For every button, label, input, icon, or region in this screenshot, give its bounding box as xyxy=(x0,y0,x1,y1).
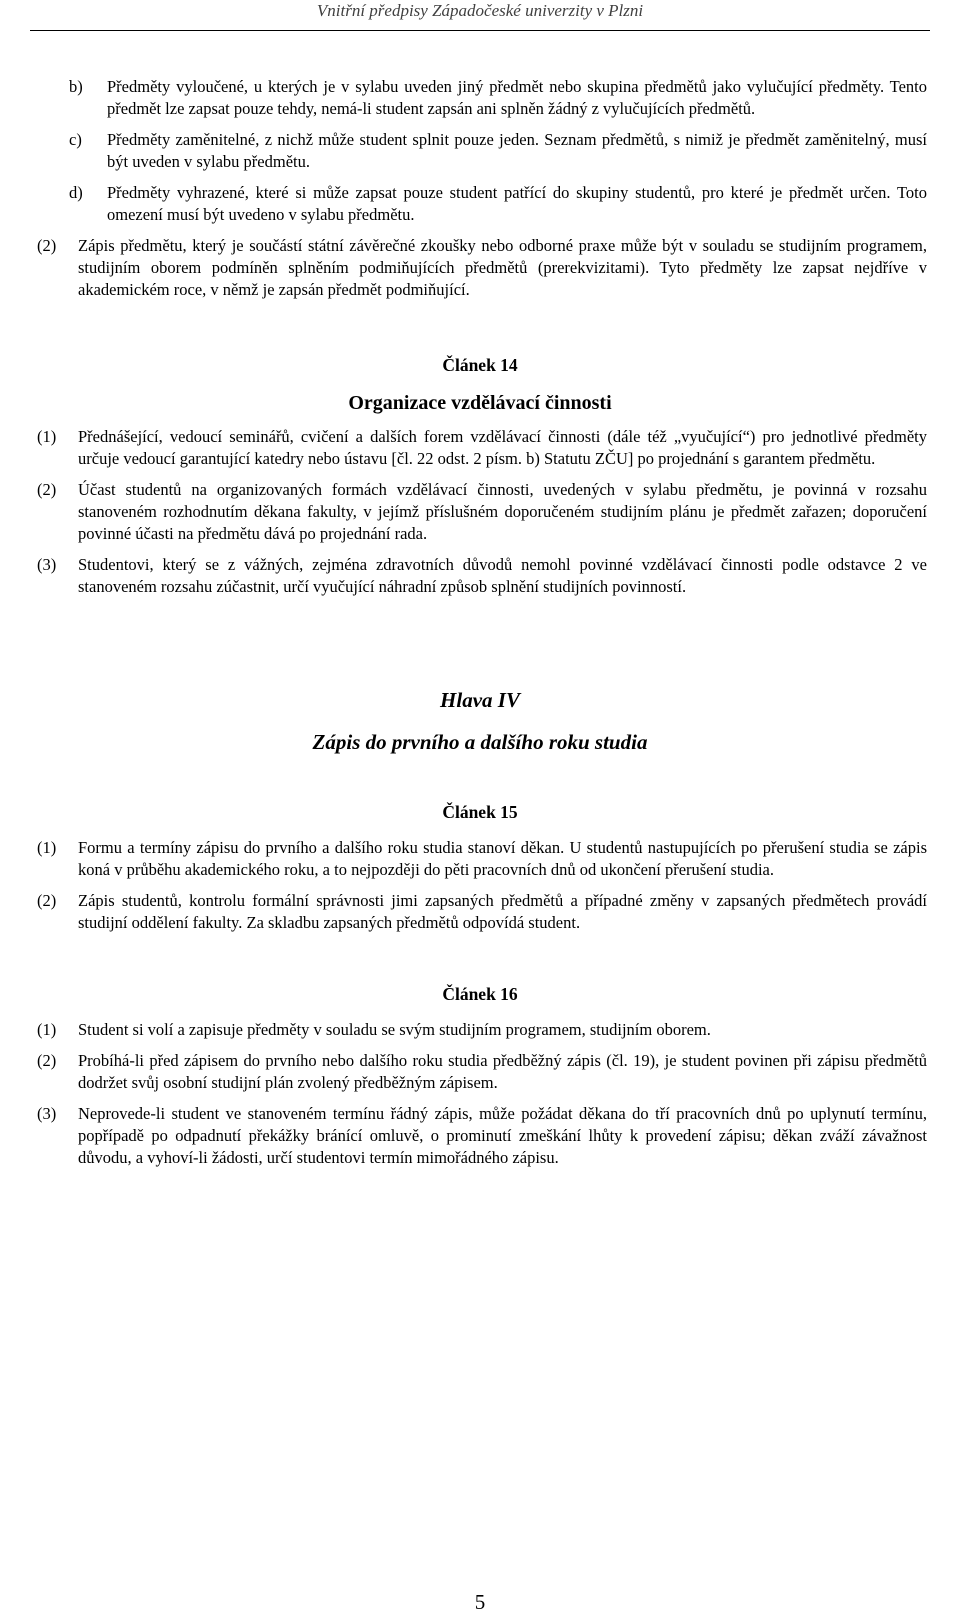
header-rule xyxy=(30,30,930,31)
article13-paragraph-2 xyxy=(0,235,960,301)
article14-paragraph-2 xyxy=(0,479,960,545)
list-item-c xyxy=(0,129,960,173)
item-text: Předměty vyhrazené, které si může zapsat pouze student patřící do skupiny studentů, pro které je předmět určen. Toto omezení musí být uvedeno v sylabu předmětu. xyxy=(107,183,927,224)
item-marker: d) xyxy=(69,183,83,202)
article16-title: Článek 16 xyxy=(442,984,518,1004)
paragraph-text: Účast studentů na organizovaných formách vzdělávací činnosti, uvedených v sylabu předmětu, je povinná v rozsahu stanoveném rozhodnutím děkana fakulty, v jejímž příslušném doporučeném studijním plánu je předmět zařazen; doporučení povinné účasti na předmětu dává po projednání rada. xyxy=(78,480,927,543)
page-number: 5 xyxy=(474,1590,486,1614)
article14-paragraph-1 xyxy=(0,426,960,470)
page-content xyxy=(0,76,960,1178)
paragraph-text: Zápis studentů, kontrolu formální správnosti jimi zapsaných předmětů a případné změny v zapsaných předmětech provádí studijní oddělení fakulty. Za skladbu zapsaných předmětů odpovídá student. xyxy=(78,891,927,932)
article14-paragraph-3 xyxy=(0,554,960,598)
article16-paragraph-1 xyxy=(0,1019,960,1041)
paragraph-number: (2) xyxy=(37,1051,57,1070)
paragraph-number: (1) xyxy=(37,1020,57,1039)
paragraph-number: (2) xyxy=(37,236,57,255)
article15-paragraph-1 xyxy=(0,837,960,881)
item-marker: b) xyxy=(69,77,83,96)
paragraph-number: (2) xyxy=(37,891,57,910)
paragraph-text: Studentovi, který se z vážných, zejména zdravotních důvodů nemohl povinné vzdělávací činnosti podle odstavce 2 ve stanoveném rozsahu zúčastnit, určí vyučující náhradní způsob splnění studijních povinností. xyxy=(78,555,927,596)
item-text: Předměty vyloučené, u kterých je v sylabu uveden jiný předmět nebo skupina předmětů jako vylučující předměty. Tento předmět lze zapsat pouze tehdy, nemá-li student zapsán ani splněn žádný z vylučujících předmětů. xyxy=(107,77,927,118)
item-text: Předměty zaměnitelné, z nichž může student splnit pouze jeden. Seznam předmětů, s nimiž je předmět zaměnitelný, musí být uveden v sylabu předmětu. xyxy=(107,130,927,171)
paragraph-number: (3) xyxy=(37,555,57,574)
article15-title: Článek 15 xyxy=(442,802,518,822)
paragraph-text: Neprovede-li student ve stanoveném termínu řádný zápis, může požádat děkana do tří pracovních dnů po uplynutí termínu, popřípadě po odpadnutí překážky bránící omluvě, o prominutí zmeškání lhůty k provedení zápisu; děkan zváží závažnost důvodu, a vyhoví-li žádosti, určí studentovi termín mimořádného zápisu. xyxy=(78,1104,927,1167)
item-marker: c) xyxy=(69,130,82,149)
paragraph-text: Formu a termíny zápisu do prvního a dalšího roku studia stanoví děkan. U studentů nastupujících po přerušení studia se zápis koná v průběhu akademického roku, a to nejpozději do pěti pracovních dnů od ukončení přerušení studia. xyxy=(78,838,927,879)
paragraph-number: (1) xyxy=(37,838,57,857)
article16-paragraph-2 xyxy=(0,1050,960,1094)
article16-paragraph-3 xyxy=(0,1103,960,1169)
hlava-name: Zápis do prvního a dalšího roku studia xyxy=(312,730,648,754)
running-header: Vnitřní předpisy Západočeské univerzity v Plzni xyxy=(316,1,644,20)
paragraph-text: Přednášející, vedoucí seminářů, cvičení a dalších forem vzdělávací činnosti (dále též „vyučující“) pro jednotlivé předměty určuje vedoucí garantující katedry nebo ústavu [čl. 22 odst. 2 písm. b) Statutu ZČU] po projednání s garantem předmětu. xyxy=(78,427,927,468)
paragraph-number: (3) xyxy=(37,1104,57,1123)
hlava-title: Hlava IV xyxy=(440,688,520,712)
article14-name: Organizace vzdělávací činnosti xyxy=(348,392,612,414)
paragraph-text: Student si volí a zapisuje předměty v souladu se svým studijním programem, studijním oborem. xyxy=(78,1020,711,1039)
article15-paragraph-2 xyxy=(0,890,960,934)
article14-title: Článek 14 xyxy=(442,355,518,375)
paragraph-text: Probíhá-li před zápisem do prvního nebo dalšího roku studia předběžný zápis (čl. 19), je student povinen při zápisu předmětů dodržet svůj osobní studijní plán zvolený předběžným zápisem. xyxy=(78,1051,927,1092)
paragraph-text: Zápis předmětu, který je součástí státní závěrečné zkoušky nebo odborné praxe může být v souladu se studijním programem, studijním oborem podmíněn splněním podmiňujících předmětů (prerekvizitami). Tyto předměty lze zapsat nejdříve v akademickém roce, v němž je zapsán předmět podmiňující. xyxy=(78,236,927,299)
list-item-b xyxy=(0,76,960,120)
list-item-d xyxy=(0,182,960,226)
paragraph-number: (2) xyxy=(37,480,57,499)
paragraph-number: (1) xyxy=(37,427,57,446)
